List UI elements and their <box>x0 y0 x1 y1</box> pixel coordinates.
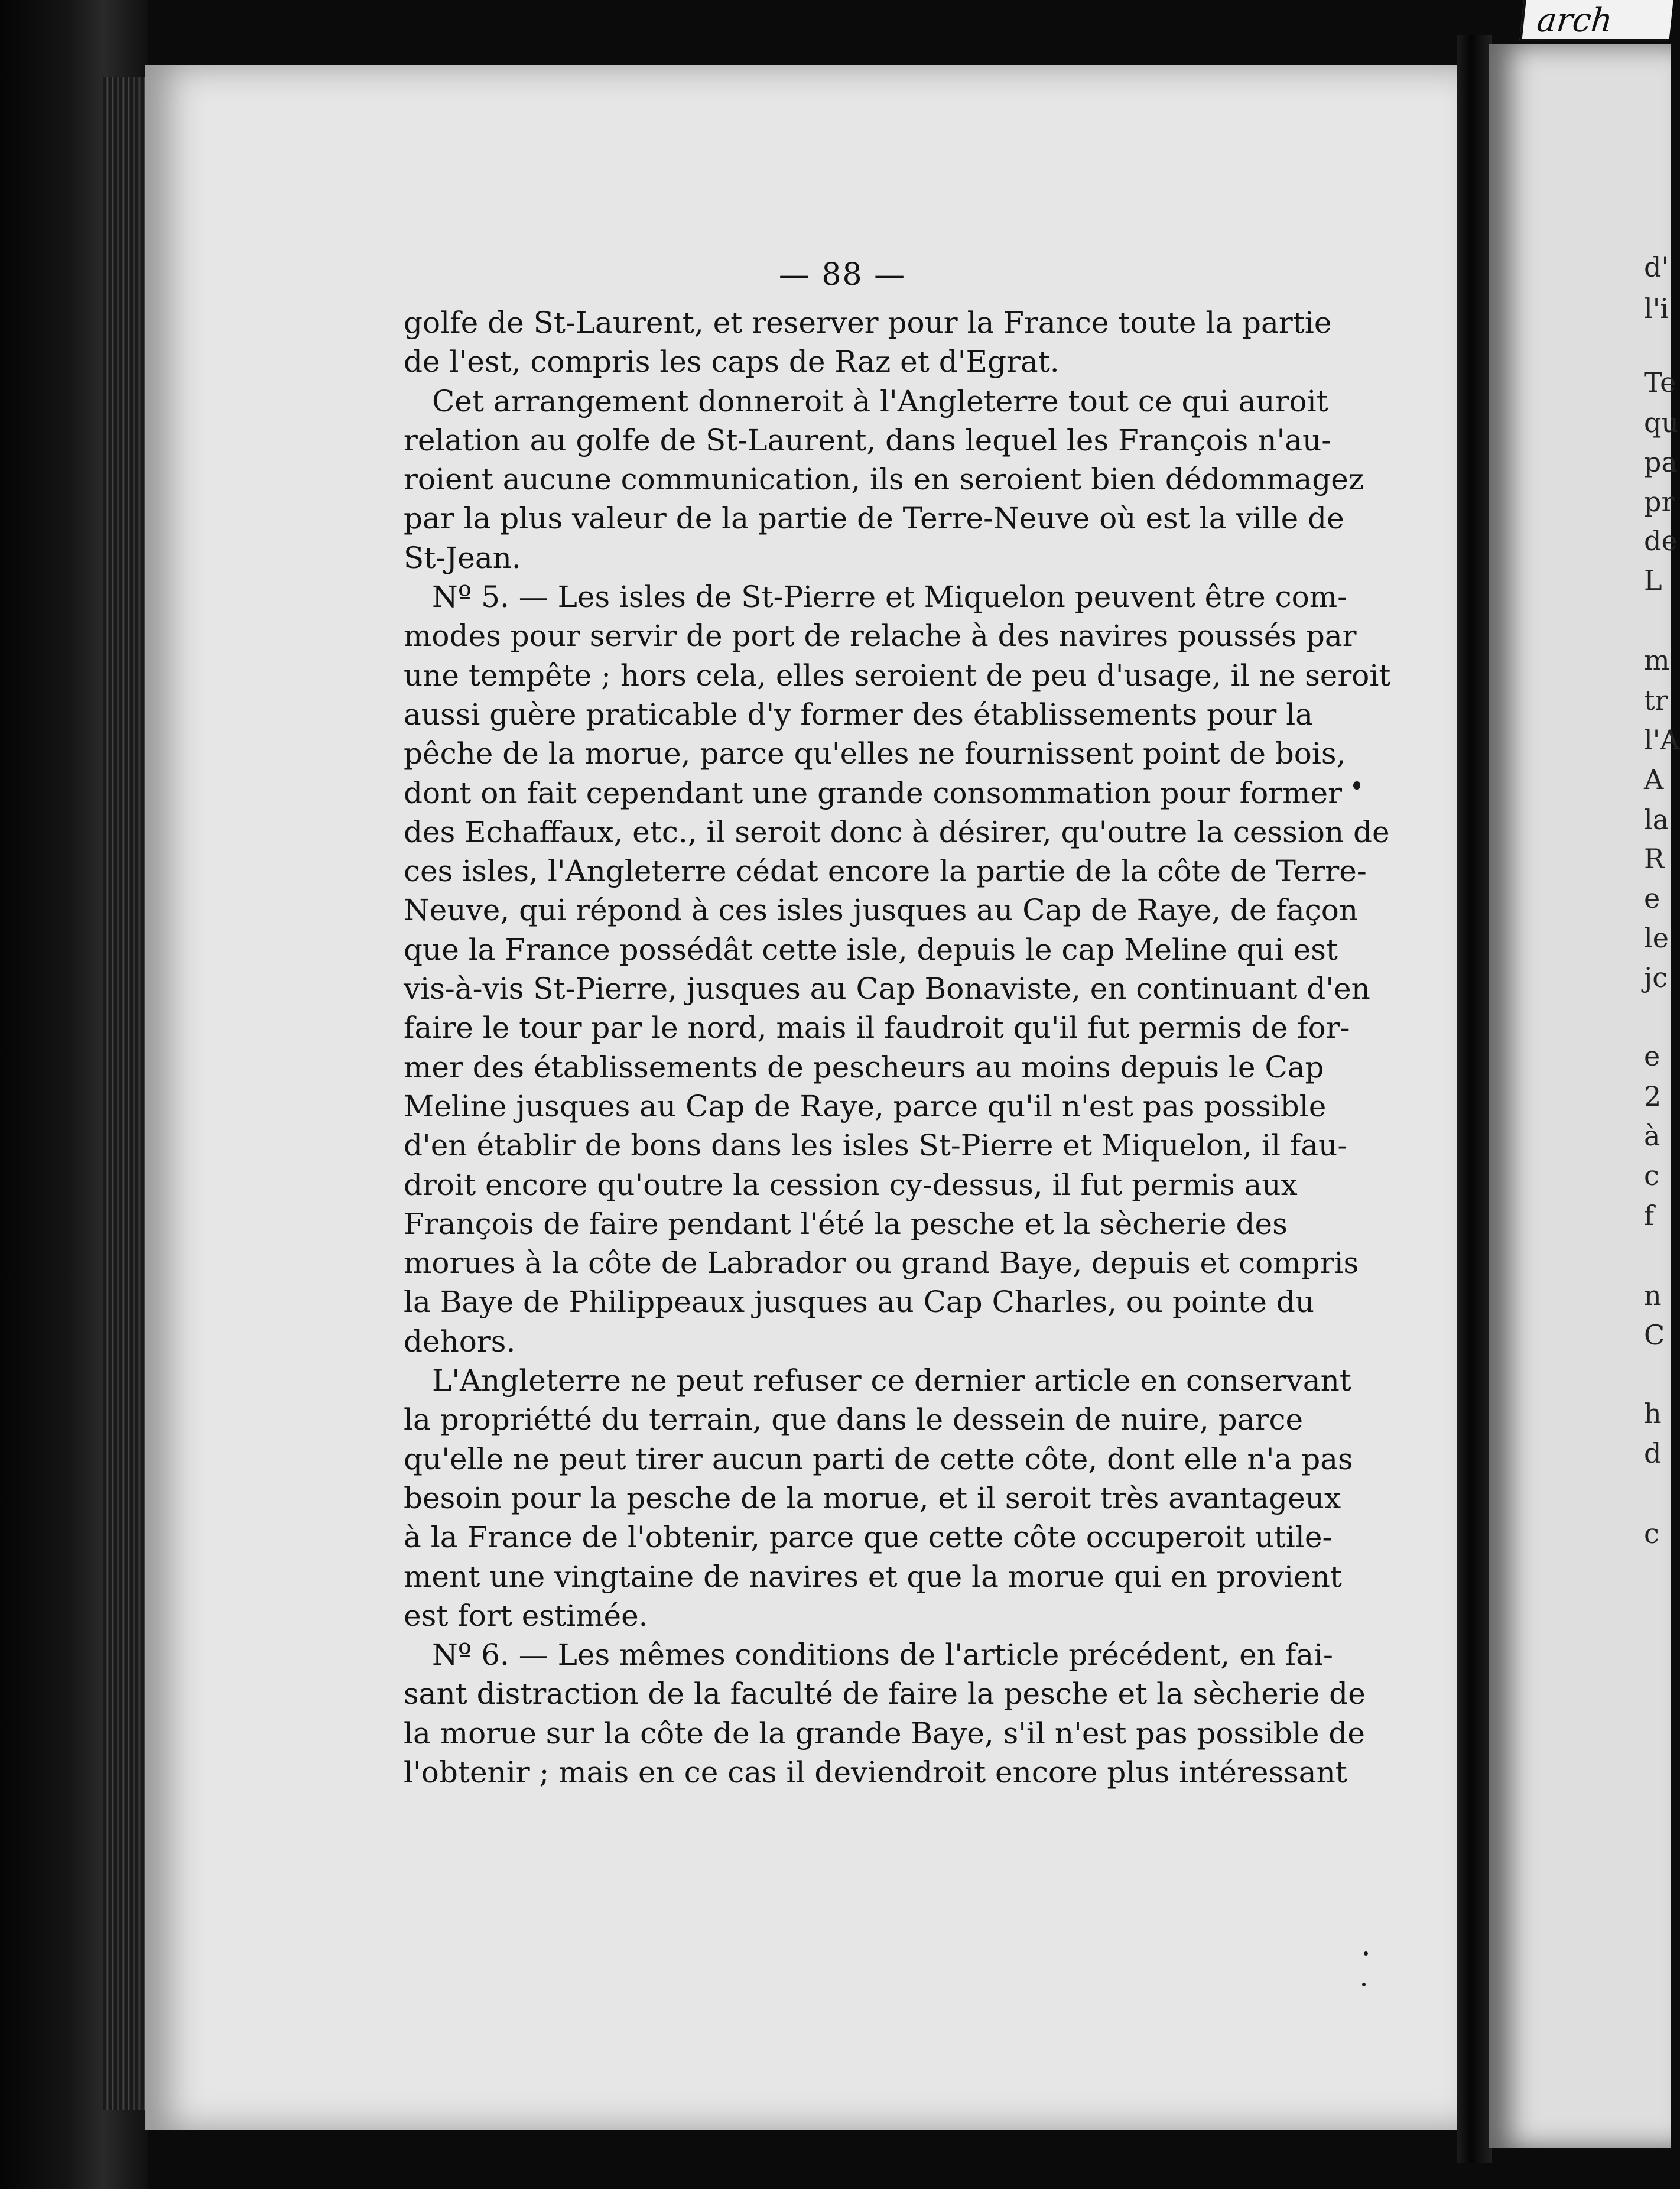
facing-page-fragment: la <box>1644 804 1669 836</box>
facing-page-fragment: d' <box>1644 251 1669 283</box>
text-line: ment une vingtaine de navires et que la morue qui en provient <box>404 1559 1342 1594</box>
speck <box>1353 781 1360 790</box>
text-line: d'en établir de bons dans les isles St-Pierre et Miquelon, il fau- <box>404 1128 1348 1163</box>
facing-page-fragment: C <box>1644 1319 1665 1351</box>
facing-page-fragment: pr <box>1644 486 1675 518</box>
text-line: L'Angleterre ne peut refuser ce dernier article en conservant <box>432 1363 1351 1398</box>
facing-page-fragment: R <box>1644 843 1665 875</box>
text-line: dehors. <box>404 1324 516 1359</box>
facing-page-fragment: le <box>1644 922 1669 954</box>
paragraph <box>404 1635 1366 1792</box>
facing-page-fragment: c <box>1644 1518 1659 1550</box>
text-line: morues à la côte de Labrador ou grand Baye, depuis et compris <box>404 1246 1359 1281</box>
facing-page-fragment: 2 <box>1644 1080 1662 1112</box>
text-line: ces isles, l'Angleterre cédat encore la partie de la côte de Terre- <box>404 854 1367 889</box>
text-line: golfe de St-Laurent, et reserver pour la France toute la partie <box>404 306 1332 340</box>
speck <box>1364 1951 1368 1956</box>
text-line: de l'est, compris les caps de Raz et d'Egrat. <box>404 345 1060 379</box>
facing-page-fragment: pa <box>1644 446 1678 478</box>
book-gutter <box>1457 35 1492 2163</box>
paragraph <box>404 303 1332 382</box>
text-line: aussi guère praticable d'y former des établissements pour la <box>404 697 1313 732</box>
facing-page-fragment: f <box>1644 1200 1655 1232</box>
text-line: mer des établissements de pescheurs au moins depuis le Cap <box>404 1050 1324 1084</box>
text-line: faire le tour par le nord, mais il faudroit qu'il fut permis de for- <box>404 1011 1350 1045</box>
paragraph <box>404 1361 1353 1635</box>
facing-page-fragment: à <box>1644 1120 1660 1152</box>
text-line: roient aucune communication, ils en seroient bien dédommagez <box>404 462 1364 497</box>
text-line: vis-à-vis St-Pierre, jusques au Cap Bonaviste, en continuant d'en <box>404 972 1370 1006</box>
facing-page-fragment: l'i <box>1644 293 1669 324</box>
text-line: dont on fait cependant une grande consommation pour former <box>404 775 1342 810</box>
book-page-edges <box>103 77 145 2110</box>
text-line: droit encore qu'outre la cession cy-dessus, il fut permis aux <box>404 1167 1298 1202</box>
facing-page-fragment: e <box>1644 1040 1660 1072</box>
corner-annotation: arch <box>1519 0 1673 41</box>
paragraph <box>404 577 1391 1361</box>
text-line: est fort estimée. <box>404 1598 648 1633</box>
text-line: Meline jusques au Cap de Raye, parce qu'il n'est pas possible <box>404 1089 1327 1123</box>
facing-page-fragment: qu <box>1644 407 1679 439</box>
text-line: besoin pour la pesche de la morue, et il seroit très avantageux <box>404 1480 1341 1515</box>
text-line: que la France possédât cette isle, depuis le cap Meline qui est <box>404 932 1338 967</box>
text-block <box>404 257 1391 1792</box>
facing-page-fragment: n <box>1644 1279 1662 1311</box>
text-line: la propriétté du terrain, que dans le dessein de nuire, parce <box>404 1402 1304 1437</box>
text-line: St-Jean. <box>404 540 521 575</box>
text-line: une tempête ; hors cela, elles seroient de peu d'usage, il ne seroit <box>404 658 1391 693</box>
text-line: François de faire pendant l'été la pesche et la sècherie des <box>404 1206 1288 1241</box>
text-line: des Echaffaux, etc., il seroit donc à désirer, qu'outre la cession de <box>404 814 1390 849</box>
text-line: la Baye de Philippeaux jusques au Cap Charles, ou pointe du <box>404 1285 1315 1320</box>
facing-page-fragment: m <box>1644 644 1670 676</box>
text-line: sant distraction de la faculté de faire la pesche et la sècherie de <box>404 1677 1366 1711</box>
facing-page-fragment: d <box>1644 1437 1662 1469</box>
text-line: relation au golfe de St-Laurent, dans lequel les François n'au- <box>404 423 1332 457</box>
facing-page-fragment: l'A <box>1644 724 1680 756</box>
text-line: qu'elle ne peut tirer aucun parti de cette côte, dont elle n'a pas <box>404 1441 1353 1476</box>
facing-page-fragment: jc <box>1644 962 1668 993</box>
facing-page <box>1489 44 1680 2148</box>
text-line: modes pour servir de port de relache à des navires poussés par <box>404 619 1357 654</box>
text-line: l'obtenir ; mais en ce cas il deviendroit encore plus intéressant <box>404 1755 1347 1789</box>
text-line: Nº 5. — Les isles de St-Pierre et Miquelon peuvent être com- <box>432 580 1348 615</box>
paragraph <box>404 382 1364 577</box>
facing-page-fragment: h <box>1644 1398 1662 1430</box>
facing-page-fragment: Te <box>1644 366 1676 398</box>
facing-page-fragment: c <box>1644 1160 1659 1191</box>
facing-page-fragment: de <box>1644 525 1678 557</box>
paragraphs <box>404 303 1391 1792</box>
facing-page-fragment: L <box>1644 564 1662 596</box>
facing-page-fragment: A <box>1644 764 1664 795</box>
text-line: Nº 6. — Les mêmes conditions de l'article précédent, en fai- <box>432 1638 1333 1672</box>
text-line: par la plus valeur de la partie de Terre-Neuve où est la ville de <box>404 501 1344 536</box>
speck <box>1362 1983 1366 1986</box>
facing-page-fragment: tr <box>1644 684 1668 716</box>
text-line: Neuve, qui répond à ces isles jusques au Cap de Raye, de façon <box>404 893 1359 928</box>
facing-page-fragment: e <box>1644 882 1660 914</box>
text-line: la morue sur la côte de la grande Baye, s'il n'est pas possible de <box>404 1716 1365 1750</box>
text-line: à la France de l'obtenir, parce que cette côte occuperoit utile- <box>404 1520 1333 1555</box>
text-line: Cet arrangement donneroit à l'Angleterre tout ce qui auroit <box>432 384 1328 418</box>
text-line: pêche de la morue, parce qu'elles ne fournissent point de bois, <box>404 736 1346 771</box>
page-number: — 88 — <box>778 257 906 293</box>
